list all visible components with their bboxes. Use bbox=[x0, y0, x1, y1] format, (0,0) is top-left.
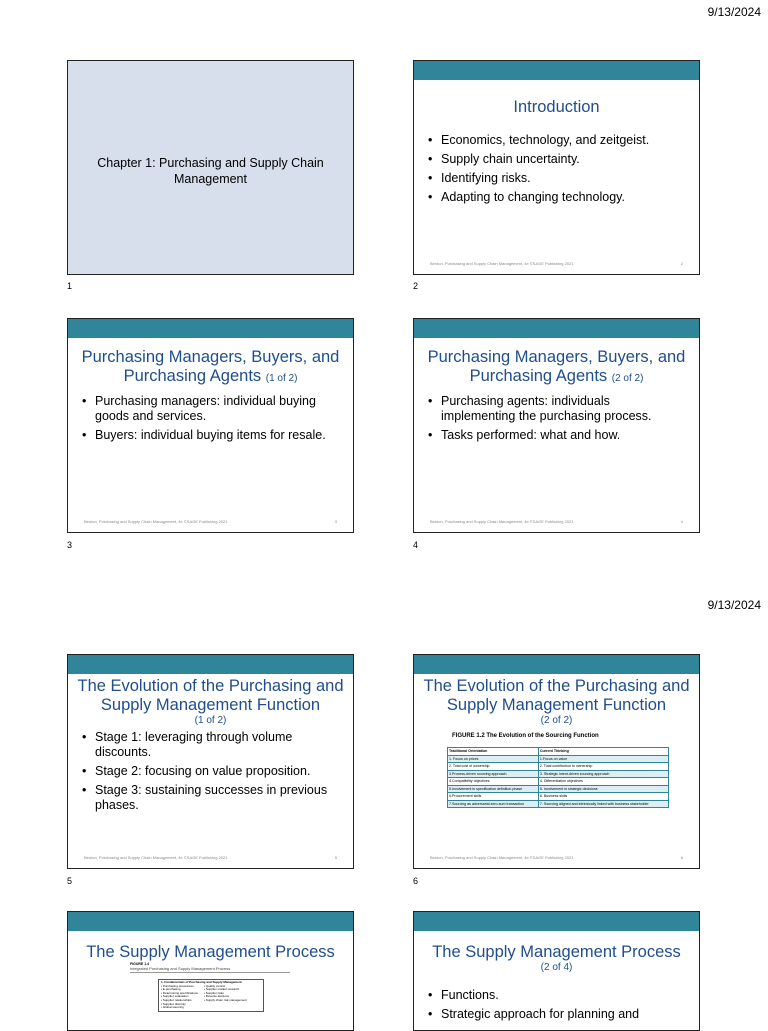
column-header: Current Thinking bbox=[538, 748, 668, 756]
table-cell: 5. Involvement in strategic decisions bbox=[538, 785, 668, 793]
footer-text: Benton, Purchasing and Supply Chain Management, 4e ©SAGE Publishing 2021 bbox=[430, 261, 574, 266]
slide-title: Introduction bbox=[513, 98, 600, 116]
figure-item: • Supplier diversity bbox=[161, 1001, 186, 1006]
slide-4 bbox=[413, 318, 700, 533]
bullet-list bbox=[428, 988, 687, 1026]
table-row bbox=[448, 770, 669, 778]
bullet-item: • Functions. bbox=[428, 988, 687, 1003]
bullet-list bbox=[82, 394, 341, 447]
slide-title: The Supply Management Process bbox=[432, 943, 681, 961]
slide-title: Purchasing Managers, Buyers, and Purchasing Agents bbox=[81, 348, 340, 385]
slide-number: 6 bbox=[413, 876, 419, 886]
footer-page: 6 bbox=[680, 855, 683, 860]
table-cell: 1. Focus on prices bbox=[448, 755, 539, 763]
figure-item: • Supplier risks bbox=[203, 990, 224, 995]
slide-title: The Supply Management Process bbox=[86, 943, 335, 961]
slide-2 bbox=[413, 60, 700, 275]
slide-number: 5 bbox=[67, 876, 73, 886]
figure-label: FIGURE 1.4 bbox=[130, 962, 150, 966]
slide-8 bbox=[413, 911, 700, 1031]
slide-subtitle: (2 of 2) bbox=[540, 715, 573, 726]
slide-5 bbox=[67, 654, 354, 869]
slide-subtitle: (1 of 2) bbox=[265, 373, 298, 384]
slide-header-band bbox=[414, 61, 699, 80]
table-cell: 2. Total cost of ownership bbox=[448, 763, 539, 771]
table-row bbox=[448, 793, 669, 801]
slide-header-band bbox=[68, 912, 353, 931]
footer-text: Benton, Purchasing and Supply Chain Management, 4e ©SAGE Publishing 2021 bbox=[430, 519, 574, 524]
figure-columns bbox=[161, 985, 261, 1010]
slide-subtitle: (2 of 4) bbox=[540, 962, 573, 973]
page-date: 9/13/2024 bbox=[707, 598, 761, 612]
slide-footer bbox=[430, 261, 683, 266]
table-cell: 3. Strategic intent-driven sourcing approach bbox=[538, 770, 668, 778]
figure-item: • Purchasing procedures bbox=[161, 983, 194, 988]
bullet-item: • Stage 1: leveraging through volume discounts. bbox=[82, 730, 341, 760]
table-cell: 5.Involvement in specification definition phase bbox=[448, 785, 539, 793]
slide-header-band bbox=[68, 319, 353, 338]
footer-page: 5 bbox=[334, 855, 337, 860]
slide-header-band bbox=[414, 319, 699, 338]
table-cell: 2. Total contribution to ownership bbox=[538, 763, 668, 771]
figure-item: • E-purchasing bbox=[161, 987, 181, 992]
slide-subtitle: (2 of 2) bbox=[611, 373, 644, 384]
table-cell: 4.Compatibility objectives bbox=[448, 778, 539, 786]
column-header: Traditional Orientation bbox=[448, 748, 539, 756]
slide-number: 3 bbox=[67, 540, 73, 550]
figure-item: • Reverse auctions bbox=[203, 994, 229, 999]
table-cell: 3.Process-driven sourcing approach bbox=[448, 770, 539, 778]
figure-item: • Determining specifications bbox=[161, 990, 198, 995]
table-cell: 7. Sourcing aligned and intrinsically linked with business stakeholder bbox=[538, 800, 668, 808]
evolution-table bbox=[447, 747, 669, 808]
table-cell: 6.Procurement skills bbox=[448, 793, 539, 801]
bullet-item: • Purchasing agents: individuals implementing the purchasing process. bbox=[428, 394, 687, 424]
table-cell: 1.Focus on value bbox=[538, 755, 668, 763]
slide-title-block bbox=[76, 677, 345, 726]
figure-item: • Supplier relationships bbox=[161, 997, 192, 1002]
bullet-item: • Stage 3: sustaining successes in previous phases. bbox=[82, 783, 341, 813]
slide-6 bbox=[413, 654, 700, 869]
slide-number: 4 bbox=[413, 540, 419, 550]
bullet-item: • Strategic approach for planning and bbox=[428, 1007, 687, 1022]
bullet-list bbox=[428, 133, 687, 209]
bullet-list bbox=[428, 394, 687, 447]
slide-subtitle: (1 of 2) bbox=[194, 715, 227, 726]
footer-page: 2 bbox=[680, 261, 683, 266]
slide-title-block bbox=[76, 348, 345, 388]
bullet-item: • Tasks performed: what and how. bbox=[428, 428, 687, 443]
table-row bbox=[448, 755, 669, 763]
slide-3 bbox=[67, 318, 354, 533]
footer-text: Benton, Purchasing and Supply Chain Management, 4e ©SAGE Publishing 2021 bbox=[84, 855, 228, 860]
slide-title-block bbox=[422, 348, 691, 388]
slide-footer bbox=[84, 855, 337, 860]
footer-page: 4 bbox=[680, 519, 683, 524]
bullet-item: • Purchasing managers: individual buying goods and services. bbox=[82, 394, 341, 424]
slide-header-band bbox=[68, 655, 353, 674]
figure-caption: FIGURE 1.2 The Evolution of the Sourcing Function bbox=[452, 733, 599, 739]
process-figure bbox=[130, 962, 290, 1012]
slide-title: Chapter 1: Purchasing and Supply Chain Management bbox=[97, 156, 324, 186]
bullet-item: • Adapting to changing technology. bbox=[428, 190, 687, 205]
figure-left-column bbox=[161, 985, 198, 1010]
bullet-item: • Stage 2: focusing on value proposition. bbox=[82, 764, 341, 779]
page-date: 9/13/2024 bbox=[707, 5, 761, 19]
slide-1 bbox=[67, 60, 354, 275]
bullet-item: • Identifying risks. bbox=[428, 171, 687, 186]
figure-box bbox=[158, 979, 264, 1012]
slide-title-block bbox=[422, 943, 691, 973]
figure-item: • Supply chain risk management bbox=[203, 997, 247, 1002]
bullet-list bbox=[82, 730, 341, 817]
slide-title: Purchasing Managers, Buyers, and Purchasing Agents bbox=[427, 348, 686, 385]
slide-number: 1 bbox=[67, 281, 73, 291]
bullet-item: • Supply chain uncertainty. bbox=[428, 152, 687, 167]
table-cell: 6. Business skills bbox=[538, 793, 668, 801]
table-cell: 4. Differentiation objectives bbox=[538, 778, 668, 786]
figure-item: • Global sourcing bbox=[161, 1005, 184, 1010]
figure-caption: Integrated Purchasing and Supply Management Process bbox=[130, 966, 290, 973]
footer-text: Benton, Purchasing and Supply Chain Management, 4e ©SAGE Publishing 2021 bbox=[84, 519, 228, 524]
bullet-item: • Economics, technology, and zeitgeist. bbox=[428, 133, 687, 148]
table-row bbox=[448, 800, 669, 808]
slide-7 bbox=[67, 911, 354, 1031]
slide-title-block bbox=[422, 677, 691, 726]
table-row bbox=[448, 785, 669, 793]
table-row bbox=[448, 778, 669, 786]
figure-item: • Supplier evaluation bbox=[161, 994, 189, 999]
table-cell: 7.Sourcing as adversarial zero-sum transaction bbox=[448, 800, 539, 808]
slide-footer bbox=[430, 519, 683, 524]
figure-right-column bbox=[204, 985, 247, 1010]
slide-title: The Evolution of the Purchasing and Supply Management Function bbox=[77, 677, 344, 714]
figure-item: • Supplier market research bbox=[203, 987, 240, 992]
slide-header-band bbox=[414, 912, 699, 931]
slide-footer bbox=[84, 519, 337, 524]
table-header-row bbox=[448, 748, 669, 756]
bullet-item: • Buyers: individual buying items for resale. bbox=[82, 428, 341, 443]
figure-box-title: 1. Fundamentals of Purchasing and Supply Management bbox=[161, 980, 242, 984]
footer-text: Benton, Purchasing and Supply Chain Management, 4e ©SAGE Publishing 2021 bbox=[430, 855, 574, 860]
slide-number: 2 bbox=[413, 281, 419, 291]
footer-page: 3 bbox=[334, 519, 337, 524]
slide-title: The Evolution of the Purchasing and Supply Management Function bbox=[423, 677, 690, 714]
table-row bbox=[448, 763, 669, 771]
slide-footer bbox=[430, 855, 683, 860]
figure-item: • Quality control bbox=[203, 983, 225, 988]
slide-header-band bbox=[414, 655, 699, 674]
